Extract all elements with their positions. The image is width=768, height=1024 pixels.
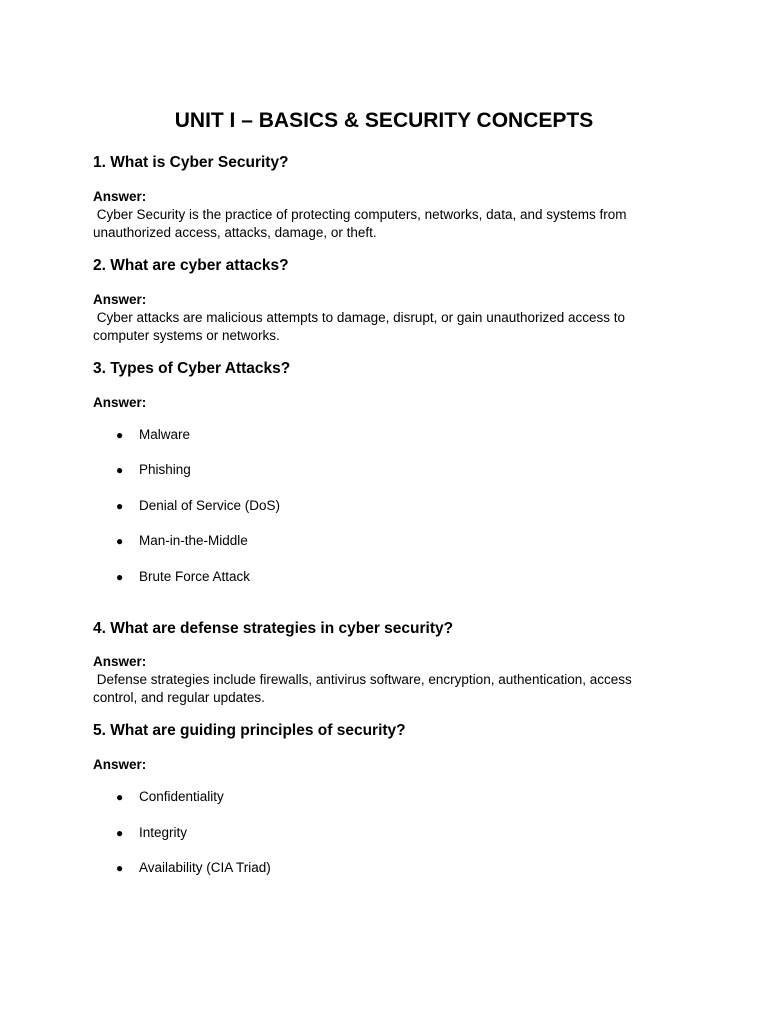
bullet-icon: ● (116, 861, 124, 875)
list-item-label: Brute Force Attack (139, 569, 251, 584)
list-item (116, 568, 250, 586)
bullet-icon: ● (116, 463, 124, 477)
answer-label-4: Answer: (93, 654, 147, 669)
list-item (116, 859, 271, 877)
answer-label-5: Answer: (93, 757, 147, 772)
bullet-icon: ● (116, 499, 124, 513)
list-item-label: Denial of Service (DoS) (139, 498, 281, 513)
list-item (116, 532, 248, 550)
answer-4-line-2: control, and regular updates. (93, 690, 265, 705)
answer-4-line-1: Defense strategies include firewalls, antivirus software, encryption, authentication, access (93, 672, 632, 687)
page-title: UNIT I – BASICS & SECURITY CONCEPTS (174, 109, 594, 132)
question-5: 5. What are guiding principles of security? (93, 722, 406, 739)
list-item (116, 824, 187, 842)
question-1: 1. What is Cyber Security? (93, 154, 289, 171)
list-item (116, 461, 191, 479)
list-item (116, 497, 280, 515)
answer-1-line-1: Cyber Security is the practice of protecting computers, networks, data, and systems from (93, 207, 627, 222)
answer-1-line-2: unauthorized access, attacks, damage, or theft. (93, 225, 377, 240)
bullet-icon: ● (116, 790, 124, 804)
question-4: 4. What are defense strategies in cyber security? (93, 620, 454, 637)
answer-label-2: Answer: (93, 292, 147, 307)
question-3: 3. Types of Cyber Attacks? (93, 360, 291, 377)
answer-2-line-2: computer systems or networks. (93, 328, 280, 343)
question-2: 2. What are cyber attacks? (93, 257, 289, 274)
bullet-icon: ● (116, 428, 124, 442)
list-item-label: Phishing (139, 462, 191, 477)
list-item-label: Confidentiality (139, 789, 224, 804)
answer-label-3: Answer: (93, 395, 147, 410)
list-item (116, 788, 224, 806)
list-item (116, 426, 190, 444)
bullet-icon: ● (116, 826, 124, 840)
list-item-label: Malware (139, 427, 191, 442)
answer-label-1: Answer: (93, 189, 147, 204)
answer-2-line-1: Cyber attacks are malicious attempts to damage, disrupt, or gain unauthorized access to (93, 310, 626, 325)
list-item-label: Man-in-the-Middle (139, 533, 248, 548)
list-item-label: Integrity (139, 825, 188, 840)
bullet-icon: ● (116, 570, 124, 584)
bullet-icon: ● (116, 534, 124, 548)
list-item-label: Availability (CIA Triad) (139, 860, 271, 875)
